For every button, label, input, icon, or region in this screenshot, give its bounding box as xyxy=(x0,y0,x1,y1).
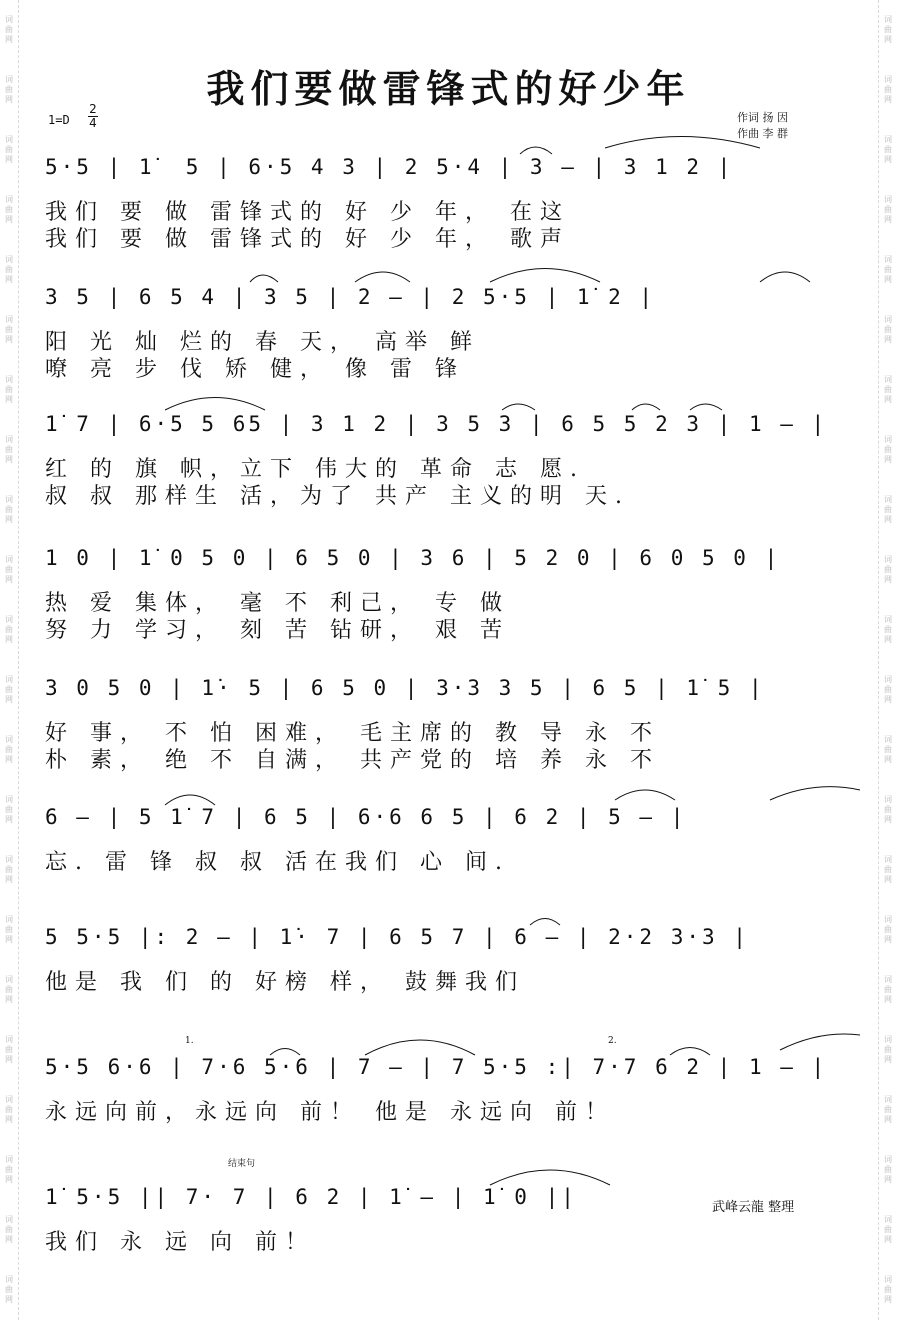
lyric-text: 我们 永 远 向 前！ xyxy=(45,1230,315,1255)
lyrics-verse-1 xyxy=(35,452,865,482)
slur xyxy=(490,1170,610,1185)
watermark-text: 词 曲 网 xyxy=(5,435,13,464)
watermark-text: 词 曲 网 xyxy=(884,195,892,224)
notes: 1̇ 7 | 6·5 5 65 | 3 1 2 | 3 5 3 | 6 5 5 2 3 | 1 – | xyxy=(45,412,828,436)
notation-line xyxy=(35,155,865,195)
watermark-text: 词 曲 网 xyxy=(5,915,13,944)
watermark-text: 词 曲 网 xyxy=(5,555,13,584)
slur xyxy=(165,795,215,805)
watermark-text: 词 曲 网 xyxy=(5,1095,13,1124)
watermark-text: 词 曲 网 xyxy=(884,1155,892,1184)
lyrics-verse-1 xyxy=(35,586,865,616)
lyrics-verse-2 xyxy=(35,479,865,509)
key-signature: 1=D xyxy=(48,113,70,127)
watermark-text: 词 曲 网 xyxy=(884,1095,892,1124)
lyric-text: 阳 光 灿 烂的 春 天， 高举 鲜 xyxy=(45,330,480,355)
watermark-text: 词 曲 网 xyxy=(884,795,892,824)
watermark-text: 词 曲 网 xyxy=(5,975,13,1004)
watermark-text: 词 曲 网 xyxy=(5,375,13,404)
slur xyxy=(250,275,278,282)
watermark-text: 词 曲 网 xyxy=(884,255,892,284)
watermark-text: 词 曲 网 xyxy=(5,195,13,224)
watermark-text: 词 曲 网 xyxy=(884,855,892,884)
notation-line xyxy=(35,805,865,845)
lyric-text: 他是 我 们 的 好榜 样， 鼓舞我们 xyxy=(45,970,525,995)
composer: 作曲 李 群 xyxy=(737,127,788,140)
ending-mark: 结束句 xyxy=(228,1159,256,1169)
lyric-text: 热 爱 集体， 毫 不 利己， 专 做 xyxy=(45,591,510,616)
notes: 1̇ 5·5 || 7· 7 | 6 2 | 1̇ – | 1̇ 0 || xyxy=(45,1185,577,1209)
watermark-text: 词 曲 网 xyxy=(5,735,13,764)
watermark-text: 词 曲 网 xyxy=(884,135,892,164)
watermark-text: 词 曲 网 xyxy=(5,15,13,44)
watermark-text: 词 曲 网 xyxy=(5,75,13,104)
lyrics-verse-2 xyxy=(35,352,865,382)
watermark-text: 词 曲 网 xyxy=(5,855,13,884)
slur xyxy=(490,269,600,283)
lyric-text: 朴 素， 绝 不 自满， 共产党的 培 养 永 不 xyxy=(45,748,660,773)
watermark-text: 词 曲 网 xyxy=(884,675,892,704)
watermark-text: 词 曲 网 xyxy=(5,1155,13,1184)
score-system xyxy=(35,925,865,995)
watermark-text: 词 曲 网 xyxy=(884,75,892,104)
lyricist: 作词 扬 因 xyxy=(737,111,788,124)
watermark-text: 词 曲 网 xyxy=(884,915,892,944)
slur xyxy=(670,1048,710,1056)
watermark-text: 词 曲 网 xyxy=(884,735,892,764)
slur xyxy=(365,1040,475,1055)
watermark-text: 词 曲 网 xyxy=(5,315,13,344)
notes: 3 0 5 0 | 1̇· 5 | 6 5 0 | 3·3 3 5 | 6 5 | 1̇ 5 | xyxy=(45,676,765,700)
watermark-text: 词 曲 网 xyxy=(884,1035,892,1064)
lyric-text: 努 力 学习， 刻 苦 钻研， 艰 苦 xyxy=(45,618,510,643)
watermark-text: 词 曲 网 xyxy=(5,795,13,824)
watermark-text: 词 曲 网 xyxy=(884,435,892,464)
lyrics-verse-1 xyxy=(35,325,865,355)
notes: 5·5 | 1̇ 5 | 6·5 4 3 | 2 5·4 | 3 – | 3 1 2 | xyxy=(45,155,734,179)
slur xyxy=(520,147,552,154)
lyric-text: 叔 叔 那样生 活，为了 共产 主义的明 天. xyxy=(45,484,630,509)
slur xyxy=(632,404,660,410)
lyric-text: 忘. 雷 锋 叔 叔 活在我们 心 间. xyxy=(45,850,510,875)
watermark-text: 词 曲 网 xyxy=(5,255,13,284)
notation-line xyxy=(35,676,865,716)
lyric-text: 好 事， 不 怕 困难， 毛主席的 教 导 永 不 xyxy=(45,721,660,746)
notation-line xyxy=(35,925,865,965)
credits xyxy=(737,110,788,142)
lyric-text: 嘹 亮 步 伐 矫 健， 像 雷 锋 xyxy=(45,357,465,382)
watermark-text: 词 曲 网 xyxy=(884,495,892,524)
slur xyxy=(780,1034,860,1050)
score-system xyxy=(35,285,865,382)
watermark-text: 词 曲 网 xyxy=(5,1035,13,1064)
watermark-left xyxy=(0,0,19,1320)
notation-line xyxy=(35,285,865,325)
score-system xyxy=(35,676,865,773)
score-system xyxy=(35,412,865,509)
watermark-text: 词 曲 网 xyxy=(884,375,892,404)
watermark-text: 词 曲 网 xyxy=(884,315,892,344)
time-signature: 2 4 xyxy=(89,102,97,130)
slur xyxy=(770,787,860,800)
lyric-text: 红 的 旗 帜，立下 伟大的 革命 志 愿. xyxy=(45,457,585,482)
lyrics-verse-1 xyxy=(35,1225,865,1255)
notation-line xyxy=(35,1055,865,1095)
lyrics-verse-1 xyxy=(35,845,865,875)
score-system xyxy=(35,546,865,643)
slur xyxy=(615,790,675,800)
lyrics-verse-2 xyxy=(35,613,865,643)
watermark-text: 词 曲 网 xyxy=(5,675,13,704)
watermark-text: 词 曲 网 xyxy=(884,1215,892,1244)
watermark-text: 词 曲 网 xyxy=(5,1275,13,1304)
watermark-text: 词 曲 网 xyxy=(5,495,13,524)
notes: 5 5·5 |: 2 – | 1̇· 7 | 6 5 7 | 6 – | 2·2 3·3 | xyxy=(45,925,749,949)
notes: 5·5 6·6 | 7·6 5·6 | 7 – | 7 5·5 :| 7·7 6 2 | 1 – | xyxy=(45,1055,828,1079)
volta-2: 2. xyxy=(608,1036,617,1046)
slur xyxy=(355,272,410,282)
lyric-text: 我们 要 做 雷锋式的 好 少 年， 在这 xyxy=(45,200,570,225)
notation-line xyxy=(35,412,865,452)
lyrics-verse-1 xyxy=(35,195,865,225)
lyric-text: 永远向前，永远向 前！ 他是 永远向 前！ xyxy=(45,1100,615,1125)
score-system xyxy=(35,155,865,252)
lyrics-verse-1 xyxy=(35,965,865,995)
notation-line xyxy=(35,546,865,586)
slur xyxy=(690,404,722,410)
watermark-text: 词 曲 网 xyxy=(884,975,892,1004)
notes: 6 – | 5 1̇ 7 | 6 5 | 6·6 6 5 | 6 2 | 5 – | xyxy=(45,805,687,829)
lyrics-verse-2 xyxy=(35,222,865,252)
watermark-text: 词 曲 网 xyxy=(884,15,892,44)
slur xyxy=(502,404,535,410)
watermark-right xyxy=(878,0,897,1320)
watermark-text: 词 曲 网 xyxy=(884,1275,892,1304)
lyrics-verse-2 xyxy=(35,743,865,773)
slur xyxy=(760,272,810,282)
lyrics-verse-1 xyxy=(35,716,865,746)
page-title: 我们要做雷锋式的好少年 xyxy=(206,66,691,111)
slur xyxy=(165,398,265,411)
score-system xyxy=(35,1055,865,1125)
watermark-text: 词 曲 网 xyxy=(884,615,892,644)
notes: 3 5 | 6 5 4 | 3 5 | 2 – | 2 5·5 | 1̇ 2 | xyxy=(45,285,656,309)
arranger: 武峰云龍 整理 xyxy=(712,1200,795,1215)
watermark-text: 词 曲 网 xyxy=(884,555,892,584)
watermark-text: 词 曲 网 xyxy=(5,1215,13,1244)
lyrics-verse-1 xyxy=(35,1095,865,1125)
notes: 1 0 | 1̇ 0 5 0 | 6 5 0 | 3 6 | 5 2 0 | 6 0 5 0 | xyxy=(45,546,781,570)
watermark-text: 词 曲 网 xyxy=(5,615,13,644)
volta-1: 1. xyxy=(185,1036,194,1046)
lyric-text: 我们 要 做 雷锋式的 好 少 年， 歌声 xyxy=(45,227,570,252)
watermark-text: 词 曲 网 xyxy=(5,135,13,164)
score-system xyxy=(35,805,865,875)
